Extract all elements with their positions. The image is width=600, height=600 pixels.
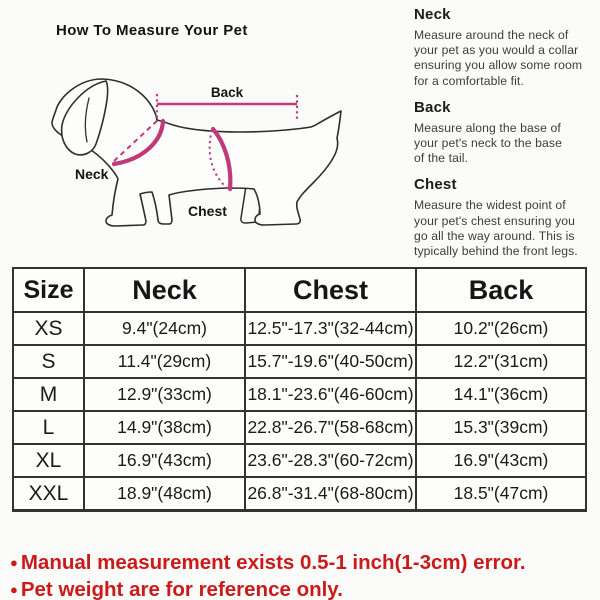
- table-row-xs: [13, 312, 586, 345]
- table-row-m: [13, 378, 586, 411]
- back-label: Back: [210, 85, 244, 100]
- table-cell: 12.2"(31cm): [416, 345, 586, 378]
- size-table-header-row: [13, 268, 586, 312]
- guide-text-line: for a comfortable fit.: [414, 73, 524, 88]
- bullet-icon: ●: [10, 582, 18, 597]
- table-row-l: [13, 411, 586, 444]
- footnote-line: [10, 549, 526, 576]
- table-cell: 16.9"(43cm): [416, 444, 586, 477]
- table-cell: 11.4"(29cm): [84, 345, 245, 378]
- guide-text-line: typically behind the front legs.: [414, 244, 578, 259]
- bullet-icon: ●: [10, 555, 18, 570]
- table-cell: S: [13, 345, 84, 378]
- guide-heading-chest: Chest: [414, 176, 457, 194]
- guide-text-line: Measure along the base of: [414, 120, 561, 135]
- table-cell: 15.3"(39cm): [416, 411, 586, 444]
- table-cell: L: [13, 411, 84, 444]
- table-cell: 16.9"(43cm): [84, 444, 245, 477]
- table-cell: 22.8"-26.7"(58-68cm): [245, 411, 416, 444]
- measurement-guide: [414, 3, 594, 259]
- guide-text-line: go all the way around. This is: [414, 228, 575, 243]
- column-header-back: Back: [416, 268, 586, 312]
- guide-heading-neck: Neck: [414, 6, 451, 23]
- table-row-s: [13, 345, 586, 378]
- table-cell: XL: [13, 444, 84, 477]
- table-cell: 12.5"-17.3"(32-44cm): [245, 312, 416, 345]
- table-cell: XS: [13, 312, 84, 345]
- table-cell: 10.2"(26cm): [416, 312, 586, 345]
- size-table: [12, 267, 587, 512]
- table-cell: 23.6"-28.3"(60-72cm): [245, 444, 416, 477]
- guide-text-line: your pet's chest ensuring you: [414, 213, 576, 228]
- column-header-size: Size: [13, 268, 84, 312]
- guide-text-line: ensuring you allow some room: [414, 58, 583, 73]
- guide-text-line: Measure around the neck of: [414, 28, 569, 42]
- table-cell: M: [13, 378, 84, 411]
- table-cell: 9.4"(24cm): [84, 312, 245, 345]
- column-header-chest: Chest: [245, 268, 416, 312]
- footnote-text: Manual measurement exists 0.5-1 inch(1-3cm) error.: [20, 551, 526, 574]
- table-row-xl: [13, 444, 586, 477]
- column-header-neck: Neck: [84, 268, 245, 312]
- table-cell: XXL: [13, 477, 84, 511]
- table-cell: 15.7"-19.6"(40-50cm): [245, 345, 416, 378]
- table-cell: 18.5"(47cm): [416, 477, 586, 511]
- footnote-line: [10, 576, 526, 600]
- table-row-xxl: [13, 477, 586, 511]
- page-title: How To Measure Your Pet: [56, 22, 248, 39]
- guide-text-line: your pet as you would a collar: [414, 43, 579, 58]
- footnotes: [10, 549, 526, 600]
- table-cell: 12.9"(33cm): [84, 378, 245, 411]
- footnote-text: Pet weight are for reference only.: [20, 578, 343, 600]
- table-cell: 14.9"(38cm): [84, 411, 245, 444]
- guide-heading-back: Back: [414, 98, 451, 116]
- dog-measurement-diagram: [30, 60, 360, 240]
- guide-text-line: Measure the widest point of: [414, 198, 566, 213]
- table-cell: 18.1"-23.6"(46-60cm): [245, 378, 416, 411]
- guide-text-line: your pet's neck to the base: [414, 136, 562, 151]
- table-cell: 18.9"(48cm): [84, 477, 245, 511]
- table-cell: 26.8"-31.4"(68-80cm): [245, 477, 416, 511]
- table-cell: 14.1"(36cm): [416, 378, 586, 411]
- guide-text-line: of the tail.: [414, 151, 469, 166]
- chest-label: Chest: [188, 203, 227, 219]
- neck-label: Neck: [75, 166, 109, 182]
